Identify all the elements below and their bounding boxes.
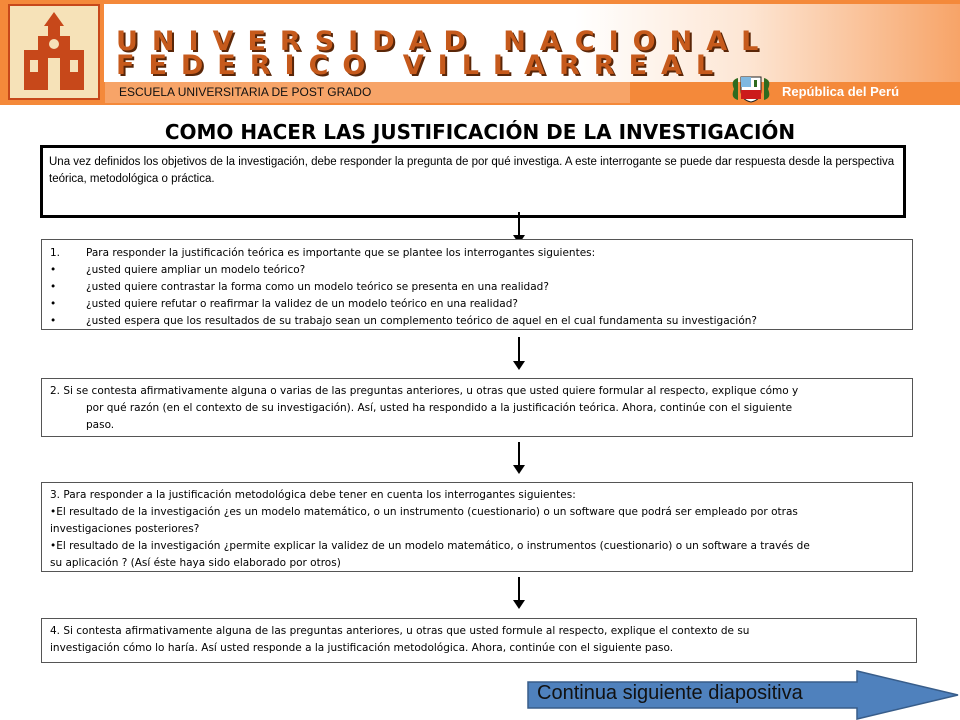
step3-line-2: •El resultado de la investigación ¿es un modelo matemático, o un instrumento (cuestionario) o un software que podrá ser empleado por otras <box>50 506 798 518</box>
step4-box <box>41 618 917 663</box>
step2-line-1: 2. Si se contesta afirmativamente alguna o varias de las preguntas anteriores, u otras que usted quiere formular al respecto, explique cómo y <box>50 385 799 397</box>
school-name: ESCUELA UNIVERSITARIA DE POST GRADO <box>105 82 630 103</box>
bullet-marker: • <box>50 264 57 276</box>
next-slide-label: Continua siguiente diapositiva <box>537 682 803 704</box>
page-title: COMO HACER LAS JUSTIFICACIÓN DE LA INVESTIGACIÓN <box>164 120 796 144</box>
flow-arrow-3 <box>513 442 525 474</box>
flow-arrow-4 <box>513 577 525 609</box>
step4-line-1: 4. Si contesta afirmativamente alguna de las preguntas anteriores, u otras que usted formule al respecto, explique el contexto de su <box>50 625 750 637</box>
step1-bullet-1: ¿usted quiere ampliar un modelo teórico? <box>86 264 306 276</box>
bullet-marker: • <box>50 298 57 310</box>
bullet-marker: • <box>50 315 57 327</box>
step3-line-4: •El resultado de la investigación ¿permite explicar la validez de un modelo matemático, o instrumentos (cuestionario) o un software a través de <box>50 540 810 552</box>
step3-line-1: 3. Para responder a la justificación metodológica debe tener en cuenta los interrogantes siguientes: <box>50 489 576 501</box>
step1-lead-row <box>50 245 904 262</box>
step3-line-5: su aplicación ? (Así éste haya sido elaborado por otros) <box>50 557 341 569</box>
step1-box <box>41 239 913 330</box>
republica-label: República del Perú <box>782 84 900 99</box>
university-name-line2: FEDERICO VILLARREAL <box>116 50 728 81</box>
step1-bullet-4: ¿usted espera que los resultados de su trabajo sean un complemento teórico de aquel en el cual fundamenta su investigación? <box>86 315 757 327</box>
next-slide-button[interactable] <box>527 670 960 720</box>
bullet-marker: • <box>50 281 57 293</box>
step2-box <box>41 378 913 437</box>
flow-arrow-2 <box>513 337 525 370</box>
step4-line-2: investigación cómo lo haría. Así usted responde a la justificación metodológica. Ahora, continúe con el siguiente paso. <box>50 642 674 654</box>
step1-number: 1. <box>50 247 61 259</box>
step1-lead: Para responder la justificación teórica es importante que se plantee los interrogantes siguientes: <box>86 247 596 259</box>
peru-coat-of-arms-icon <box>728 74 774 104</box>
step3-line-3: investigaciones posteriores? <box>50 523 200 535</box>
list-item <box>50 262 904 279</box>
list-item <box>50 296 904 313</box>
step3-box <box>41 482 913 572</box>
header-banner <box>0 0 960 105</box>
list-item <box>50 313 904 330</box>
university-crest-icon <box>8 4 100 100</box>
intro-text: Una vez definidos los objetivos de la investigación, debe responder la pregunta de por qué investiga. A este interrogante se puede dar respuesta desde la perspectiva teórica, metodológica o práctica. <box>49 156 895 185</box>
step2-line-3: paso. <box>86 419 115 431</box>
list-item <box>50 279 904 296</box>
university-name-line1: UNIVERSIDAD NACIONAL <box>116 26 773 57</box>
step2-line-2: por qué razón (en el contexto de su investigación). Así, usted ha respondido a la justificación teórica. Ahora, continúe con el siguiente <box>86 402 793 414</box>
step1-bullet-2: ¿usted quiere contrastar la forma como un modelo teórico se presenta en una realidad? <box>86 281 549 293</box>
intro-box <box>40 145 906 218</box>
step1-bullet-3: ¿usted quiere refutar o reafirmar la validez de un modelo teórico en una realidad? <box>86 298 518 310</box>
